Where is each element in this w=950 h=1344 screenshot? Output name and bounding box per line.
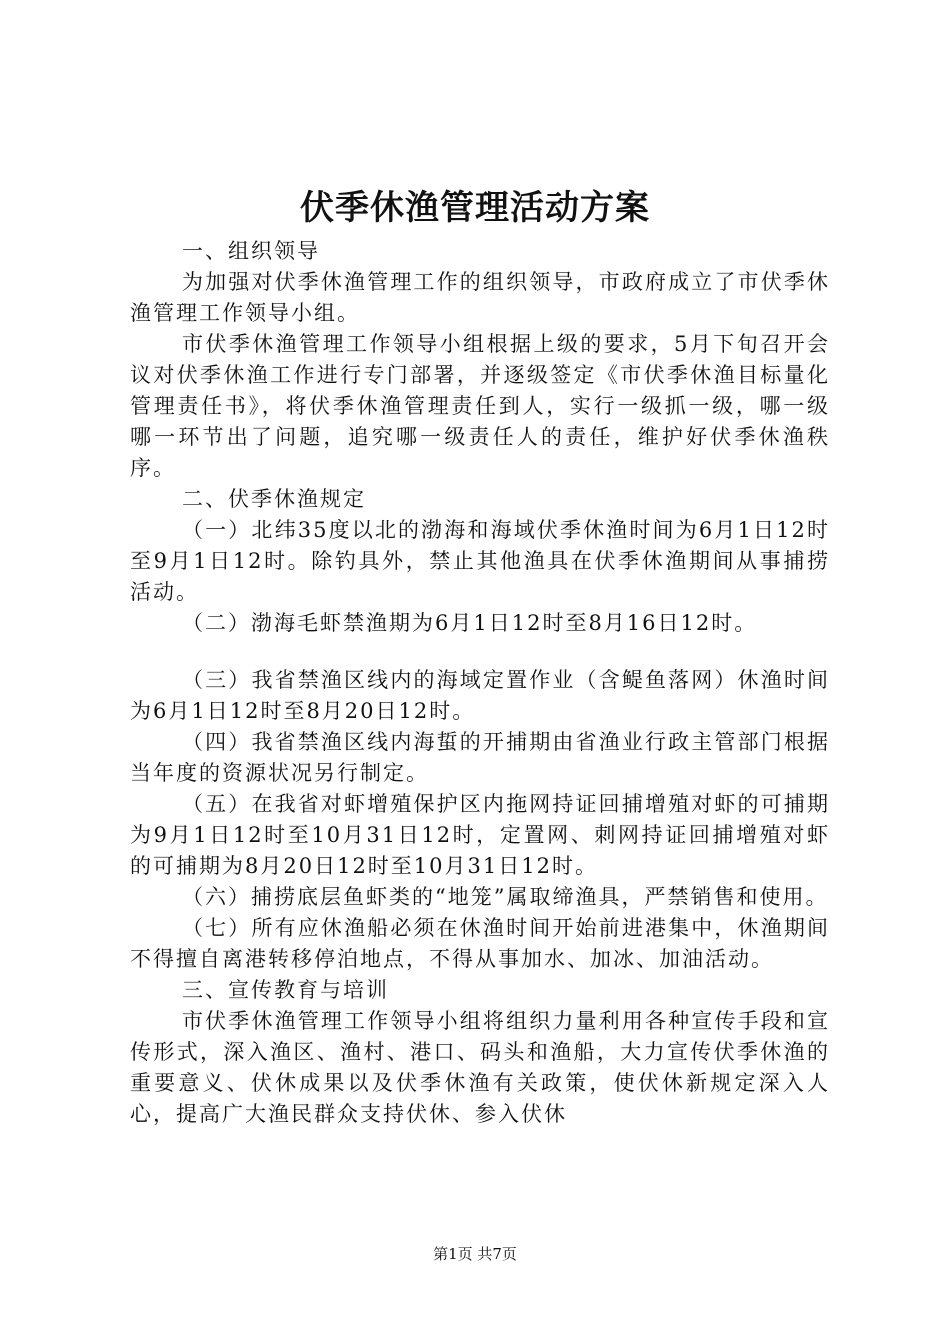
paragraph: 为加强对伏季休渔管理工作的组织领导，市政府成立了市伏季休渔管理工作领导小组。 — [130, 270, 830, 325]
document-body — [130, 236, 830, 1130]
document-title: 伏季休渔管理活动方案 — [300, 188, 650, 228]
paragraph: （五）在我省对虾增殖保护区内拖网持证回捕增殖对虾的可捕期为9月1日12时至10月31日12时，定置网、刺网持证回捕增殖对虾的可捕期为8月20日12时至10月31日12时。 — [130, 792, 830, 878]
page-footer: 第1页 共7页 — [433, 1245, 517, 1263]
paragraph: 市伏季休渔管理工作领导小组根据上级的要求，5月下旬召开会议对伏季休渔工作进行专门部署，并逐级签定《市伏季休渔目标量化管理责任书》，将伏季休渔管理责任到人，实行一级抓一级，哪一级哪一环节出了问题，追究哪一级责任人的责任，维护好伏季休渔秩序。 — [130, 332, 830, 480]
section-heading: 一、组织领导 — [182, 239, 320, 263]
paragraph: 市伏季休渔管理工作领导小组将组织力量利用各种宣传手段和宣传形式，深入渔区、渔村、港口、码头和渔船，大力宣传伏季休渔的重要意义、伏休成果以及伏季休渔有关政策，使伏休新规定深入人心，提高广大渔民群众支持伏休、参入伏休 — [130, 1009, 830, 1126]
paragraph-gap — [130, 639, 830, 665]
paragraph: （二）渤海毛虾禁渔期为6月1日12时至8月16日12时。 — [182, 611, 758, 635]
paragraph: （七）所有应休渔船必须在休渔时间开始前进港集中，休渔期间不得擅自离港转移停泊地点，不得从事加水、加冰、加油活动。 — [130, 916, 830, 971]
paragraph: （六）捕捞底层鱼虾类的“地笼”属取缔渔具，严禁销售和使用。 — [182, 885, 829, 909]
section-heading: 三、宣传教育与培训 — [182, 978, 389, 1002]
paragraph: （四）我省禁渔区线内海蜇的开捕期由省渔业行政主管部门根据当年度的资源状况另行制定。 — [130, 730, 830, 785]
paragraph: （三）我省禁渔区线内的海域定置作业（含鳀鱼落网）休渔时间为6月1日12时至8月20日12时。 — [130, 668, 830, 723]
paragraph: （一）北纬35度以北的渤海和海域伏季休渔时间为6月1日12时至9月1日12时。除钓具外，禁止其他渔具在伏季休渔期间从事捕捞活动。 — [130, 518, 830, 604]
section-heading: 二、伏季休渔规定 — [182, 487, 366, 511]
